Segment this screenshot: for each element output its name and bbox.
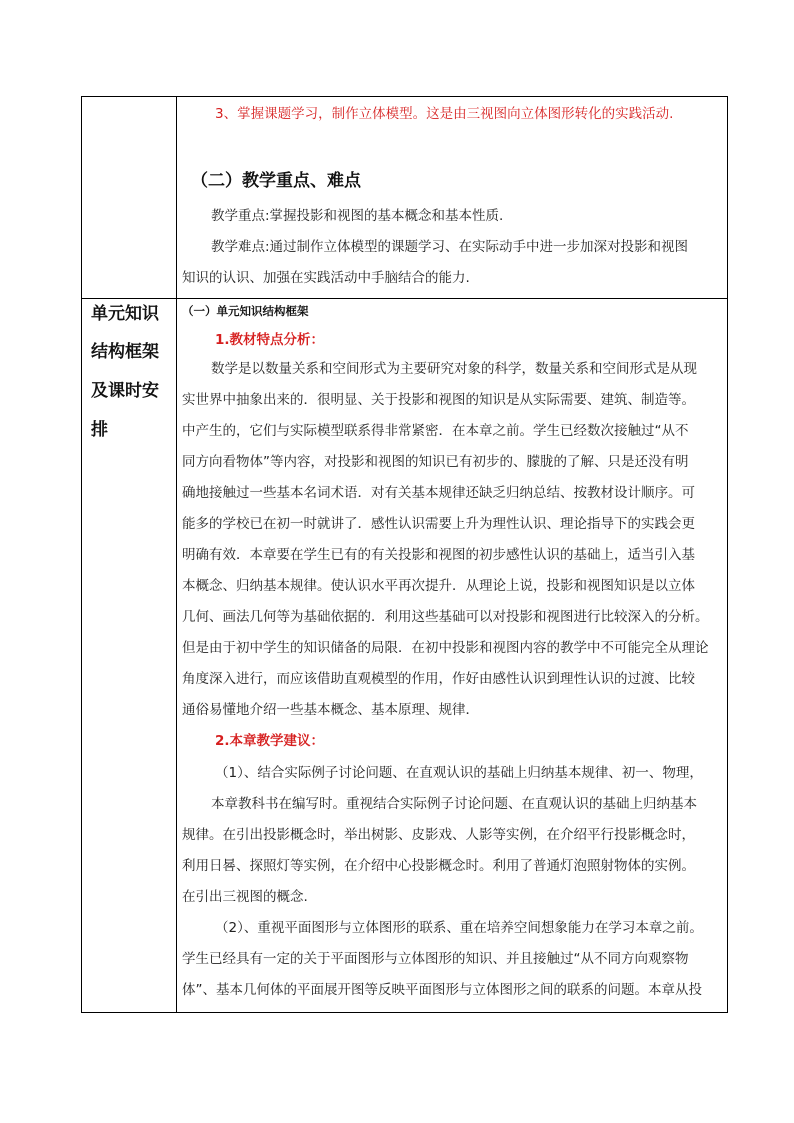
analysis-line: 但是由于初中学生的知识储备的局限．在初中投影和视图内容的教学中不可能完全从理论	[182, 640, 709, 656]
objective-item-3: 3、掌握课题学习，制作立体模型。这是由三视图向立体图形转化的实践活动.	[215, 106, 674, 122]
row1-content-cell	[177, 97, 727, 298]
suggestion-title: 2.本章教学建议：	[215, 733, 325, 749]
difficulty-text-line1: 教学难点:通过制作立体模型的课题学习、在实际动手中进一步加深对投影和视图	[211, 239, 689, 255]
suggestion1-line: 本章教科书在编写时。重视结合实际例子讨论问题、在直观认识的基础上归纳基本	[211, 796, 697, 812]
row2-content-cell	[177, 299, 727, 1012]
section-heading-key-points: （二）教学重点、难点	[191, 171, 361, 191]
analysis-line: 数学是以数量关系和空间形式为主要研究对象的科学，数量关系和空间形式是从现	[211, 361, 697, 377]
framework-subheading: （一）单元知识结构框架	[182, 304, 309, 318]
analysis-title: 1.教材特点分析：	[215, 332, 325, 348]
difficulty-text-line2: 知识的认识、加强在实践活动中手脑结合的能力.	[182, 270, 470, 286]
analysis-line: 实世界中抽象出来的．很明显、关于投影和视图的知识是从实际需要、建筑、制造等。	[182, 392, 695, 408]
analysis-line: 明确有效．本章要在学生已有的有关投影和视图的初步感性认识的基础上，适当引入基	[182, 547, 695, 563]
key-point-text: 教学重点:掌握投影和视图的基本概念和基本性质.	[211, 208, 504, 224]
side-label-line4: 排	[91, 420, 108, 440]
suggestion2-line: 体”、基本几何体的平面展开图等反映平面图形与立体图形之间的联系的问题。本章从投	[182, 982, 702, 998]
analysis-line: 本概念、归纳基本规律。使认识水平再次提升．从理论上说，投影和视图知识是以立体	[182, 578, 695, 594]
suggestion1-line: 规律。在引出投影概念时，举出树影、皮影戏、人影等实例，在介绍平行投影概念时，	[182, 827, 695, 843]
analysis-line: 同方向看物体”等内容，对投影和视图的知识已有初步的、朦胧的了解、只是还没有明	[182, 454, 689, 470]
analysis-line: 中产生的，它们与实际模型联系得非常紧密．在本章之前。学生已经数次接触过“从不	[182, 423, 689, 439]
analysis-line: 几何、画法几何等为基础依据的．利用这些基础可以对投影和视图进行比较深入的分析。	[182, 609, 709, 625]
row1-label-cell	[82, 97, 176, 298]
side-label-line1: 单元知识	[91, 304, 159, 324]
suggestion1-line: 在引出三视图的概念.	[182, 889, 308, 905]
suggestion1-line: 利用日晷、探照灯等实例，在介绍中心投影概念时。利用了普通灯泡照射物体的实例。	[182, 858, 695, 874]
side-label-line2: 结构框架	[91, 342, 159, 362]
analysis-line: 角度深入进行，而应该借助直观模型的作用，作好由感性认识到理性认识的过渡、比较	[182, 671, 695, 687]
suggestion2-line: （2）、重视平面图形与立体图形的联系、重在培养空间想象能力在学习本章之前。	[215, 920, 703, 936]
lesson-table	[81, 96, 728, 1013]
analysis-line: 通俗易懂地介绍一些基本概念、基本原理、规律．	[182, 702, 479, 718]
suggestion2-line: 学生已经具有一定的关于平面图形与立体图形的知识、并且接触过“从不同方向观察物	[182, 951, 689, 967]
analysis-line: 能多的学校已在初一时就讲了．感性认识需要上升为理性认识、理论指导下的实践会更	[182, 516, 695, 532]
side-label-line3: 及课时安	[91, 381, 159, 401]
analysis-line: 确地接触过一些基本名词术语．对有关基本规律还缺乏归纳总结、按教材设计顺序。可	[182, 485, 695, 501]
row2-label-cell	[82, 299, 176, 1012]
suggestion1-line: （1）、结合实际例子讨论问题、在直观认识的基础上归纳基本规律、初一、物理，	[215, 765, 703, 781]
